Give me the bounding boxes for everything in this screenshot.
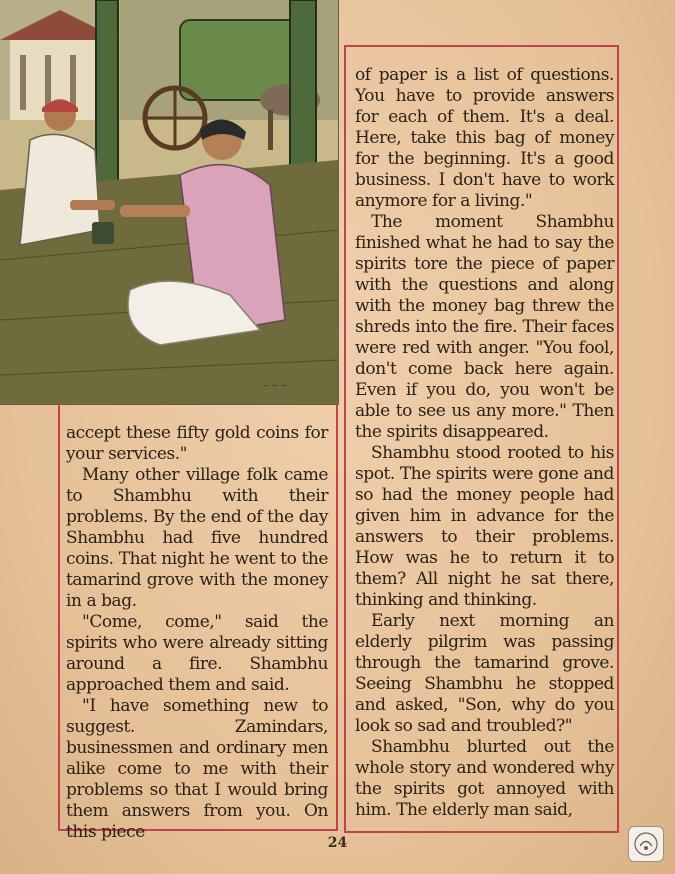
svg-text:~ ~ ~: ~ ~ ~ xyxy=(262,381,288,390)
right-paragraph-2: The moment Shambhu finished what he had to say the spirits tore the piece of paper with the questions and along with the money bag threw the shreds into the fire. Their faces were red with anger. "You fool, don't come back here again. Even if you do, you won't be able to see us any more." Then the spirits disappeared. xyxy=(355,212,614,442)
right-text-column xyxy=(355,65,614,821)
library-stamp-icon xyxy=(628,826,664,862)
right-paragraph-1: of paper is a list of questions. You have to provide answers for each of them. It's a deal. Here, take this bag of money for the beginning. It's a good business. I don't have to work anymore for a living." xyxy=(355,65,614,211)
stamp-glyph xyxy=(633,831,659,857)
left-paragraph-2: Many other village folk came to Shambhu with their problems. By the end of the day Shambhu had five hundred coins. That night he went to the tamarind grove with the money in a bag. xyxy=(66,465,328,611)
left-paragraph-1: accept these fifty gold coins for your services." xyxy=(66,423,328,464)
left-text-column xyxy=(66,423,328,843)
story-illustration xyxy=(0,0,339,405)
illustration-drawing xyxy=(0,0,338,404)
left-paragraph-4: "I have something new to suggest. Zamindars, businessmen and ordinary men alike come to me with their problems so that I would bring them answers from you. On this piece xyxy=(66,696,328,842)
page-number: 24 xyxy=(327,835,348,851)
right-paragraph-4: Early next morning an elderly pilgrim was passing through the tamarind grove. Seeing Shambhu he stopped and asked, "Son, why do you look so sad and troubled?" xyxy=(355,611,614,736)
right-paragraph-5: Shambhu blurted out the whole story and wondered why the spirits got annoyed with him. The elderly man said, xyxy=(355,737,614,820)
right-paragraph-3: Shambhu stood rooted to his spot. The spirits were gone and so had the money people had given him in advance for the answers to their problems. How was he to return it to them? All night he sat there, thinking and thinking. xyxy=(355,443,614,610)
left-paragraph-3: "Come, come," said the spirits who were already sitting around a fire. Shambhu approached them and said. xyxy=(66,612,328,695)
